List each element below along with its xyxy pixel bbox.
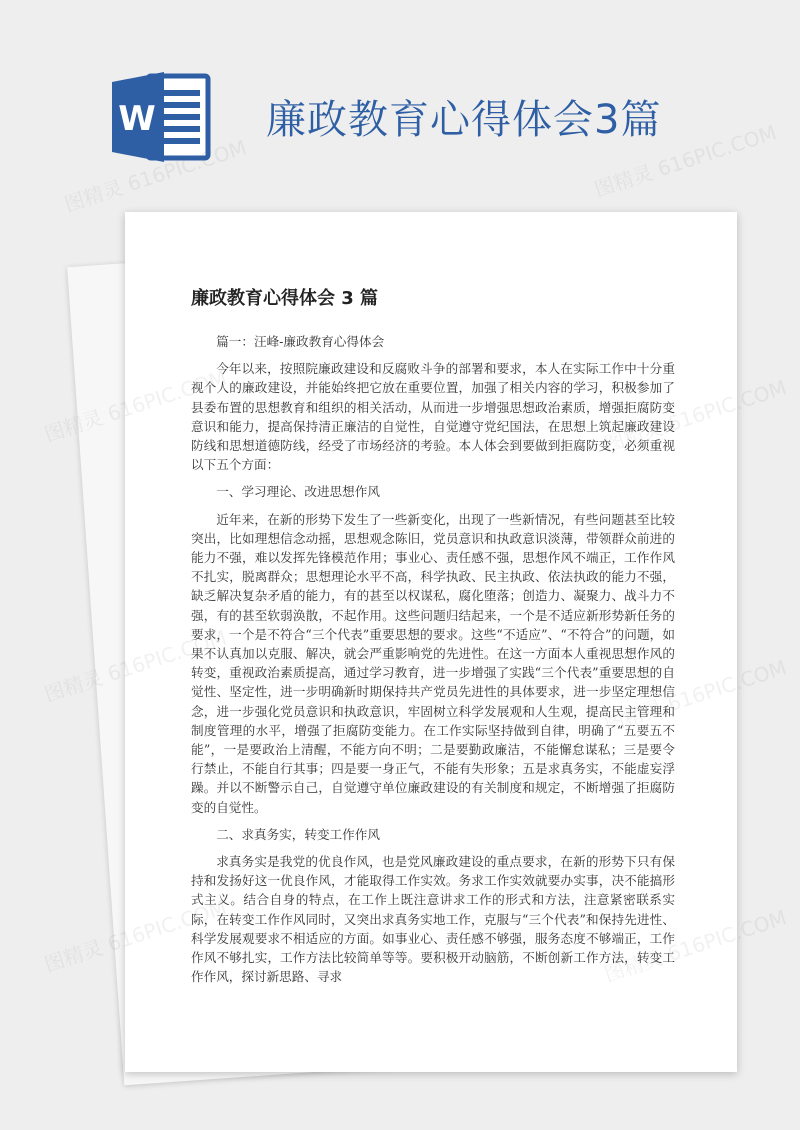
section-heading: 篇一：汪峰-廉政教育心得体会 (216, 334, 385, 349)
header-banner (0, 0, 800, 200)
section-heading: 二、求真务实，转变工作作风 (216, 826, 380, 842)
watermark: 图精灵 616PIC.COM (591, 120, 780, 202)
section-heading: 一、学习理论、改进思想作风 (216, 484, 380, 500)
word-icon-letter: W (118, 99, 156, 139)
body-paragraph: 近年来，在新的形势下发生了一些新变化，出现了一些新情况，有些问题甚至比较突出，比如理想信念动摇，思想观念陈旧，党员意识和执政意识淡薄，带领群众前进的能力不强，难以发挥先锋模范作用；事业心、责任感不强，思想作风不端正，工作作风不扎实，脱离群众；思想理论水平不高，科学执政、民主执政、依法执政的能力不强，缺乏解决复杂矛盾的能力，有的甚至以权谋私，腐化堕落；创造力、凝聚力、战斗力不强，有的甚至软弱涣散，不起作用。这些问题归结起来，一个是不适应新形势新任务的要求，一个是不符合“三个代表”重要思想的要求。这些“不适应”、“不符合”的问题，如果不认真加以克服、解决，就会严重影响党的先进性。在这一方面本人重视思想作风的转变，重视政治素质提高，通过学习教育，进一步增强了实践“三个代表”重要思想的自觉性、坚定性，进一步明确新时期保持共产党员先进性的具体要求，进一步坚定理想信念，进一步强化党员意识和执政意识，牢固树立科学发展观和人生观，提高民主管理和制度管理的水平，增强了拒腐防变能力。在工作实际坚持做到自律，明确了“五要五不能”，一是要政治上清醒，不能方向不明；二是要勤政廉洁，不能懈怠谋私；三是要令行禁止，不能自行其事；四是要一身正气，不能有失形象；五是求真务实，不能虚妄浮躁。并以不断警示自己，自觉遵守单位廉政建设的有关制度和规定，不断增强了拒腐防变的自觉性。 (191, 511, 675, 815)
watermark: 图精灵 616PIC.COM (61, 135, 250, 217)
banner-title: 廉政教育心得体会3篇 (266, 97, 662, 143)
document-body (191, 324, 675, 987)
document-page (125, 212, 737, 1072)
body-paragraph: 今年以来，按照院廉政建设和反腐败斗争的部署和要求，本人在实际工作中十分重视个人的廉政建设，并能始终把它放在重要位置，加强了相关内容的学习，积极参加了县委布置的思想教育和组织的相关活动，从而进一步增强思想政治素质，增强拒腐防变意识和能力，提高保持清正廉洁的自觉性，自觉遵守党纪国法，在思想上筑起廉政建设防线和思想道德防线，经受了市场经济的考验。本人体会到要做到拒腐防变，必须重视以下五个方面： (191, 361, 675, 473)
body-paragraph: 求真务实是我党的优良作风，也是党风廉政建设的重点要求，在新的形势下只有保持和发扬好这一优良作风，才能取得工作实效。务求工作实效就要办实事，决不能搞形式主义。结合自身的特点，在工作上既注意讲求工作的形式和方法，注意紧密联系实际，在转变工作作风同时，又突出求真务实地工作，克服与“三个代表”和保持先进性、科学发展观要求不相适应的方面。如事业心、责任感不够强，服务态度不够端正，工作作风不够扎实，工作方法比较简单等等。要积极开动脑筋，不断创新工作方法，转变工作作风，探讨新思路、寻求 (191, 854, 675, 985)
watermark: 图精灵 (41, 935, 106, 977)
watermark: 图精灵 (41, 665, 106, 707)
word-document-icon (112, 70, 212, 164)
document-title: 廉政教育心得体会 3 篇 (191, 288, 379, 309)
watermark: 图精灵 (41, 405, 106, 447)
